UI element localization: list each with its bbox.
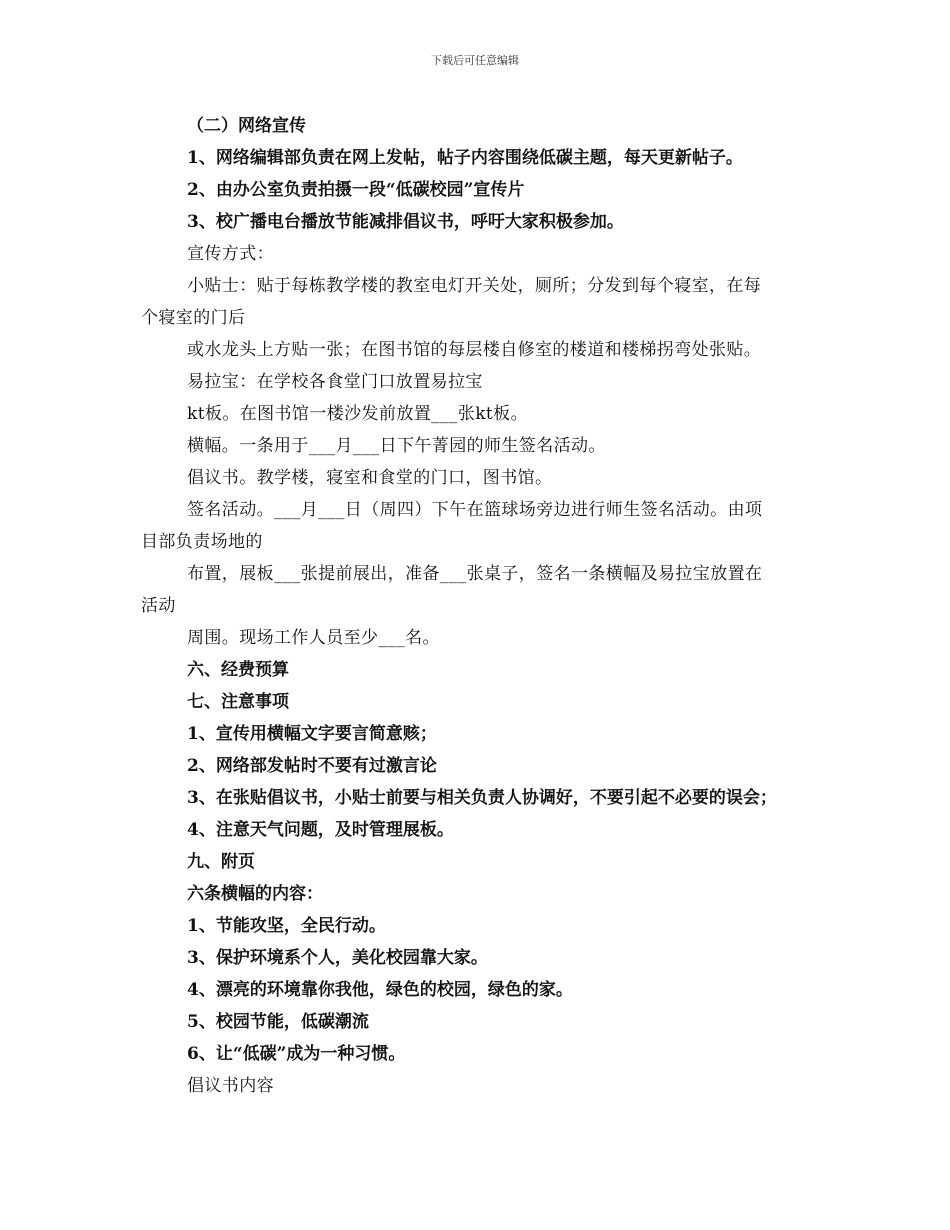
paragraph-line: 布置，展板___张提前展出，准备___张桌子，签名一条横幅及易拉宝放置在 [187, 564, 763, 584]
heading-line: 4、注意天气问题，及时管理展板。 [187, 820, 454, 840]
heading-line: 六、经费预算 [187, 660, 289, 680]
heading-line: 九、附页 [187, 852, 255, 872]
heading-line: 4、漂亮的环境靠你我他，绿色的校园，绿色的家。 [187, 980, 573, 1000]
heading-line: 2、由办公室负责拍摄一段“低碳校园”宣传片 [187, 180, 525, 200]
paragraph-line: 易拉宝：在学校各食堂门口放置易拉宝 [187, 372, 483, 392]
heading-line: 5、校园节能，低碳潮流 [187, 1012, 369, 1032]
heading-line: 6、让“低碳”成为一种习惯。 [187, 1044, 406, 1064]
heading-line: 3、校广播电台播放节能减排倡议书，呼吁大家积极参加。 [187, 212, 624, 232]
paragraph-line: 宣传方式： [187, 244, 274, 264]
heading-line: 3、在张贴倡议书，小贴士前要与相关负责人协调好，不要引起不必要的误会； [187, 788, 777, 808]
heading-line: 2、网络部发帖时不要有过激言论 [187, 756, 437, 776]
heading-line: 1、节能攻坚，全民行动。 [187, 916, 386, 936]
paragraph-line: 倡议书内容 [187, 1076, 274, 1096]
paragraph-line: 活动 [141, 596, 176, 616]
paragraph-line: 或水龙头上方贴一张；在图书馆的每层楼自修室的楼道和楼梯拐弯处张贴。 [187, 340, 762, 360]
heading-line: 六条横幅的内容： [187, 884, 323, 904]
paragraph-line: kt板。在图书馆一楼沙发前放置___张kt板。 [187, 404, 528, 424]
paragraph-line: 周围。现场工作人员至少___名。 [187, 628, 440, 648]
page-header: 下载后可任意编辑 [431, 54, 519, 67]
heading-line: 1、宣传用横幅文字要言简意赅； [187, 724, 437, 744]
heading-line: 3、保护环境系个人，美化校园靠大家。 [187, 948, 488, 968]
paragraph-line: 小贴士：贴于每栋教学楼的教室电灯开关处，厕所；分发到每个寝室，在每 [187, 276, 762, 296]
paragraph-line: 签名活动。___月___日（周四）下午在篮球场旁边进行师生签名活动。由项 [187, 500, 763, 520]
paragraph-line: 横幅。一条用于___月___日下午菁园的师生签名活动。 [187, 436, 606, 456]
paragraph-line: 目部负责场地的 [141, 532, 263, 552]
heading-line: 1、网络编辑部负责在网上发帖，帖子内容围绕低碳主题，每天更新帖子。 [187, 148, 743, 168]
paragraph-line: 个寝室的门后 [141, 308, 246, 328]
heading-line: （二）网络宣传 [187, 116, 306, 136]
heading-line: 七、注意事项 [187, 692, 289, 712]
document-body [141, 110, 831, 1102]
paragraph-line: 倡议书。教学楼，寝室和食堂的门口，图书馆。 [187, 468, 553, 488]
